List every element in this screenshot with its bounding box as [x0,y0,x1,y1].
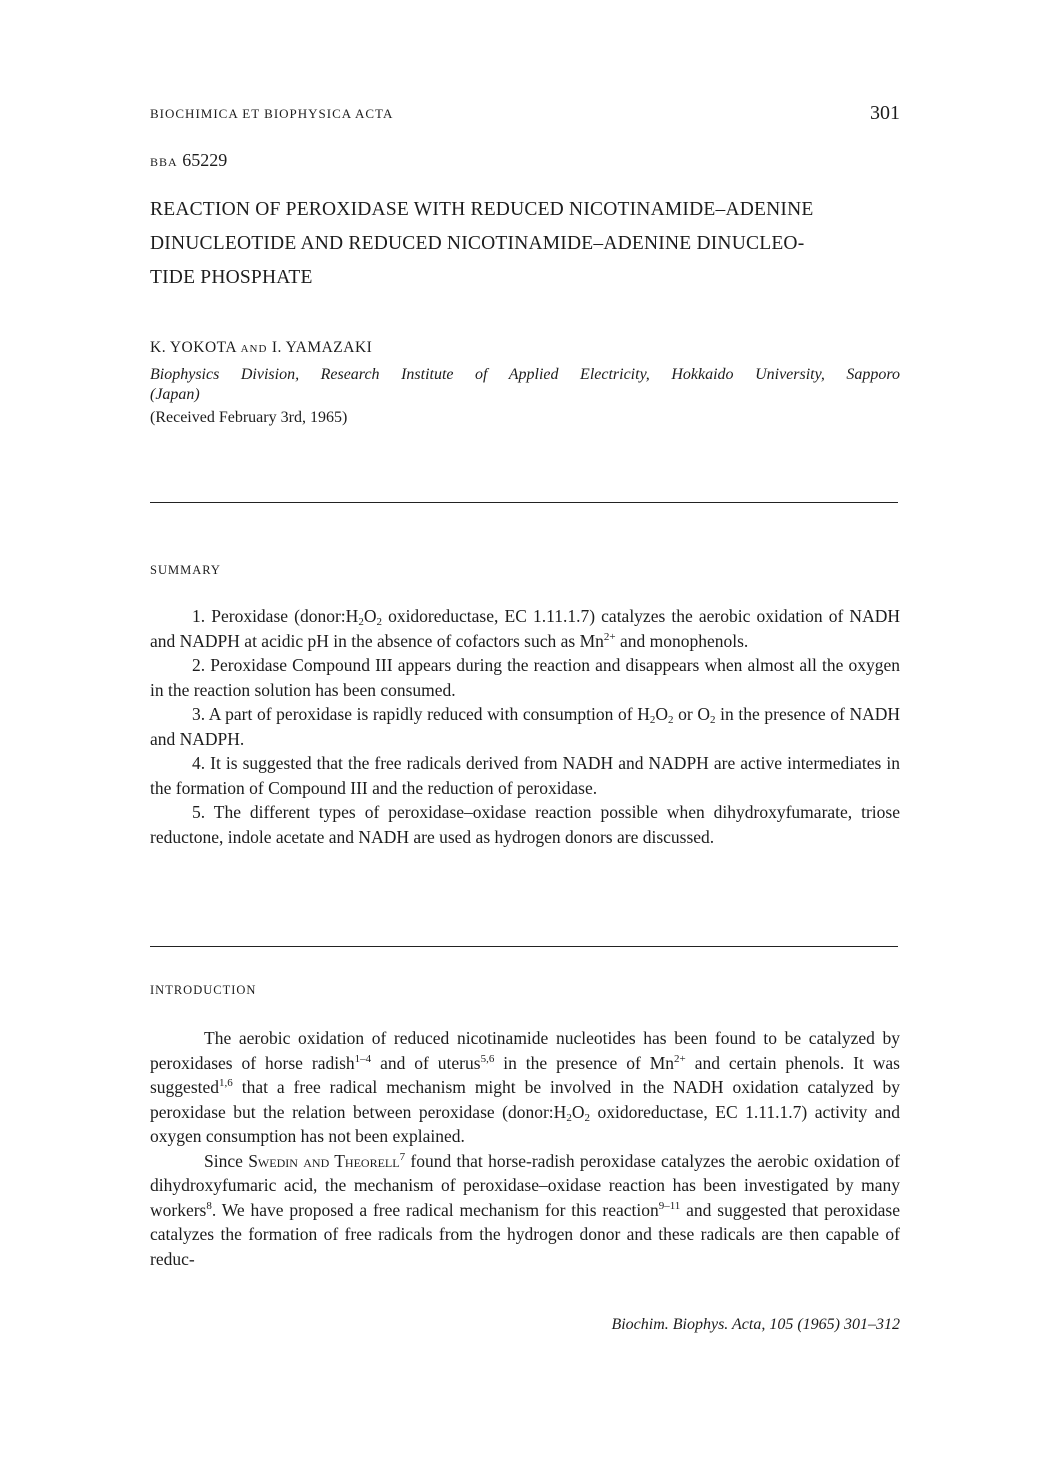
summary-item: 2. Peroxidase Compound III appears during the reaction and disappears when almost all the oxygen in the reaction solution has been consumed. [150,655,900,700]
authors [150,339,372,357]
author-first: K. YOKOTA [150,339,237,356]
article-id [150,150,227,171]
divider-rule [150,946,898,947]
title-line: REACTION OF PEROXIDASE WITH REDUCED NICOTINAMIDE–ADENINE [150,199,814,220]
article-id-number: 65229 [182,150,228,170]
summary-item: 4. It is suggested that the free radicals derived from NADH and NADPH are active intermediates in the formation of Compound III and the reduction of peroxidase. [150,753,900,798]
summary-heading: SUMMARY [150,563,221,577]
summary-body [150,604,900,849]
affiliation-line-2: (Japan) [150,386,200,403]
journal-name: BIOCHIMICA ET BIOPHYSICA ACTA [150,106,394,121]
introduction-paragraph: Since Swedin and Theorell$^7$ found that horse-radish peroxidase catalyzes the aerobic oxidation of dihydroxyfumaric acid, the mechanism of peroxidase–oxidase reaction has been investigated by many workers$^8$. We have proposed a free radical mechanism for this reaction$^{9-11}$ and suggested that peroxidase catalyzes the formation of free radicals from the hydrogen donor and these radicals are then capable of reduc- [150,1150,901,1269]
page-number: 301 [870,102,900,124]
citation-footer: Biochim. Biophys. Acta, 105 (1965) 301–312 [611,1316,900,1333]
divider-rule [150,502,898,503]
summary-item: 5. The different types of peroxidase–oxidase reaction possible when dihydroxyfumarate, triose reductone, indole acetate and NADH are used as hydrogen donors are discussed. [150,802,900,847]
introduction-body [150,1026,900,1271]
affiliation-line-1: Biophysics Division, Research Institute of Applied Electricity, Hokkaido University, Sapporo [150,366,900,383]
introduction-heading: INTRODUCTION [150,983,257,997]
article-title [150,193,900,295]
author-second: I. YAMAZAKI [271,339,373,356]
summary-item: 1. Peroxidase ($donor:H_2O_2$ oxidoreductase, EC 1.11.1.7) catalyzes the aerobic oxidation of NADH and NADPH at acidic pH in the absence of cofactors such as $Mn^{2+}$ and monophenols. [150,606,900,651]
title-line: TIDE PHOSPHATE [150,267,313,288]
title-line: DINUCLEOTIDE AND REDUCED NICOTINAMIDE–ADENINE DINUCLEO- [150,233,805,254]
article-id-prefix: BBA [150,155,178,169]
received-date: (Received February 3rd, 1965) [150,409,348,426]
introduction-paragraph: The aerobic oxidation of reduced nicotinamide nucleotides has been found to be catalyzed by peroxidases of horse radish$^{1-4}$ and of uterus$^{5,6}$ in the presence of $Mn^{2+}$ and certain phenols. It was suggested$^{1,6}$ that a free radical mechanism might be involved in the NADH oxidation catalyzed by peroxidase but the relation between peroxidase ($donor:H_2O_2$ oxidoreductase, EC 1.11.1.7) activity and oxygen consumption has not been explained. [150,1028,900,1146]
summary-item: 3. A part of peroxidase is rapidly reduced with consumption of $H_2O_2$ or $O_2$ in the presence of NADH and NADPH. [150,704,900,749]
author-conjunction: AND [240,343,268,355]
